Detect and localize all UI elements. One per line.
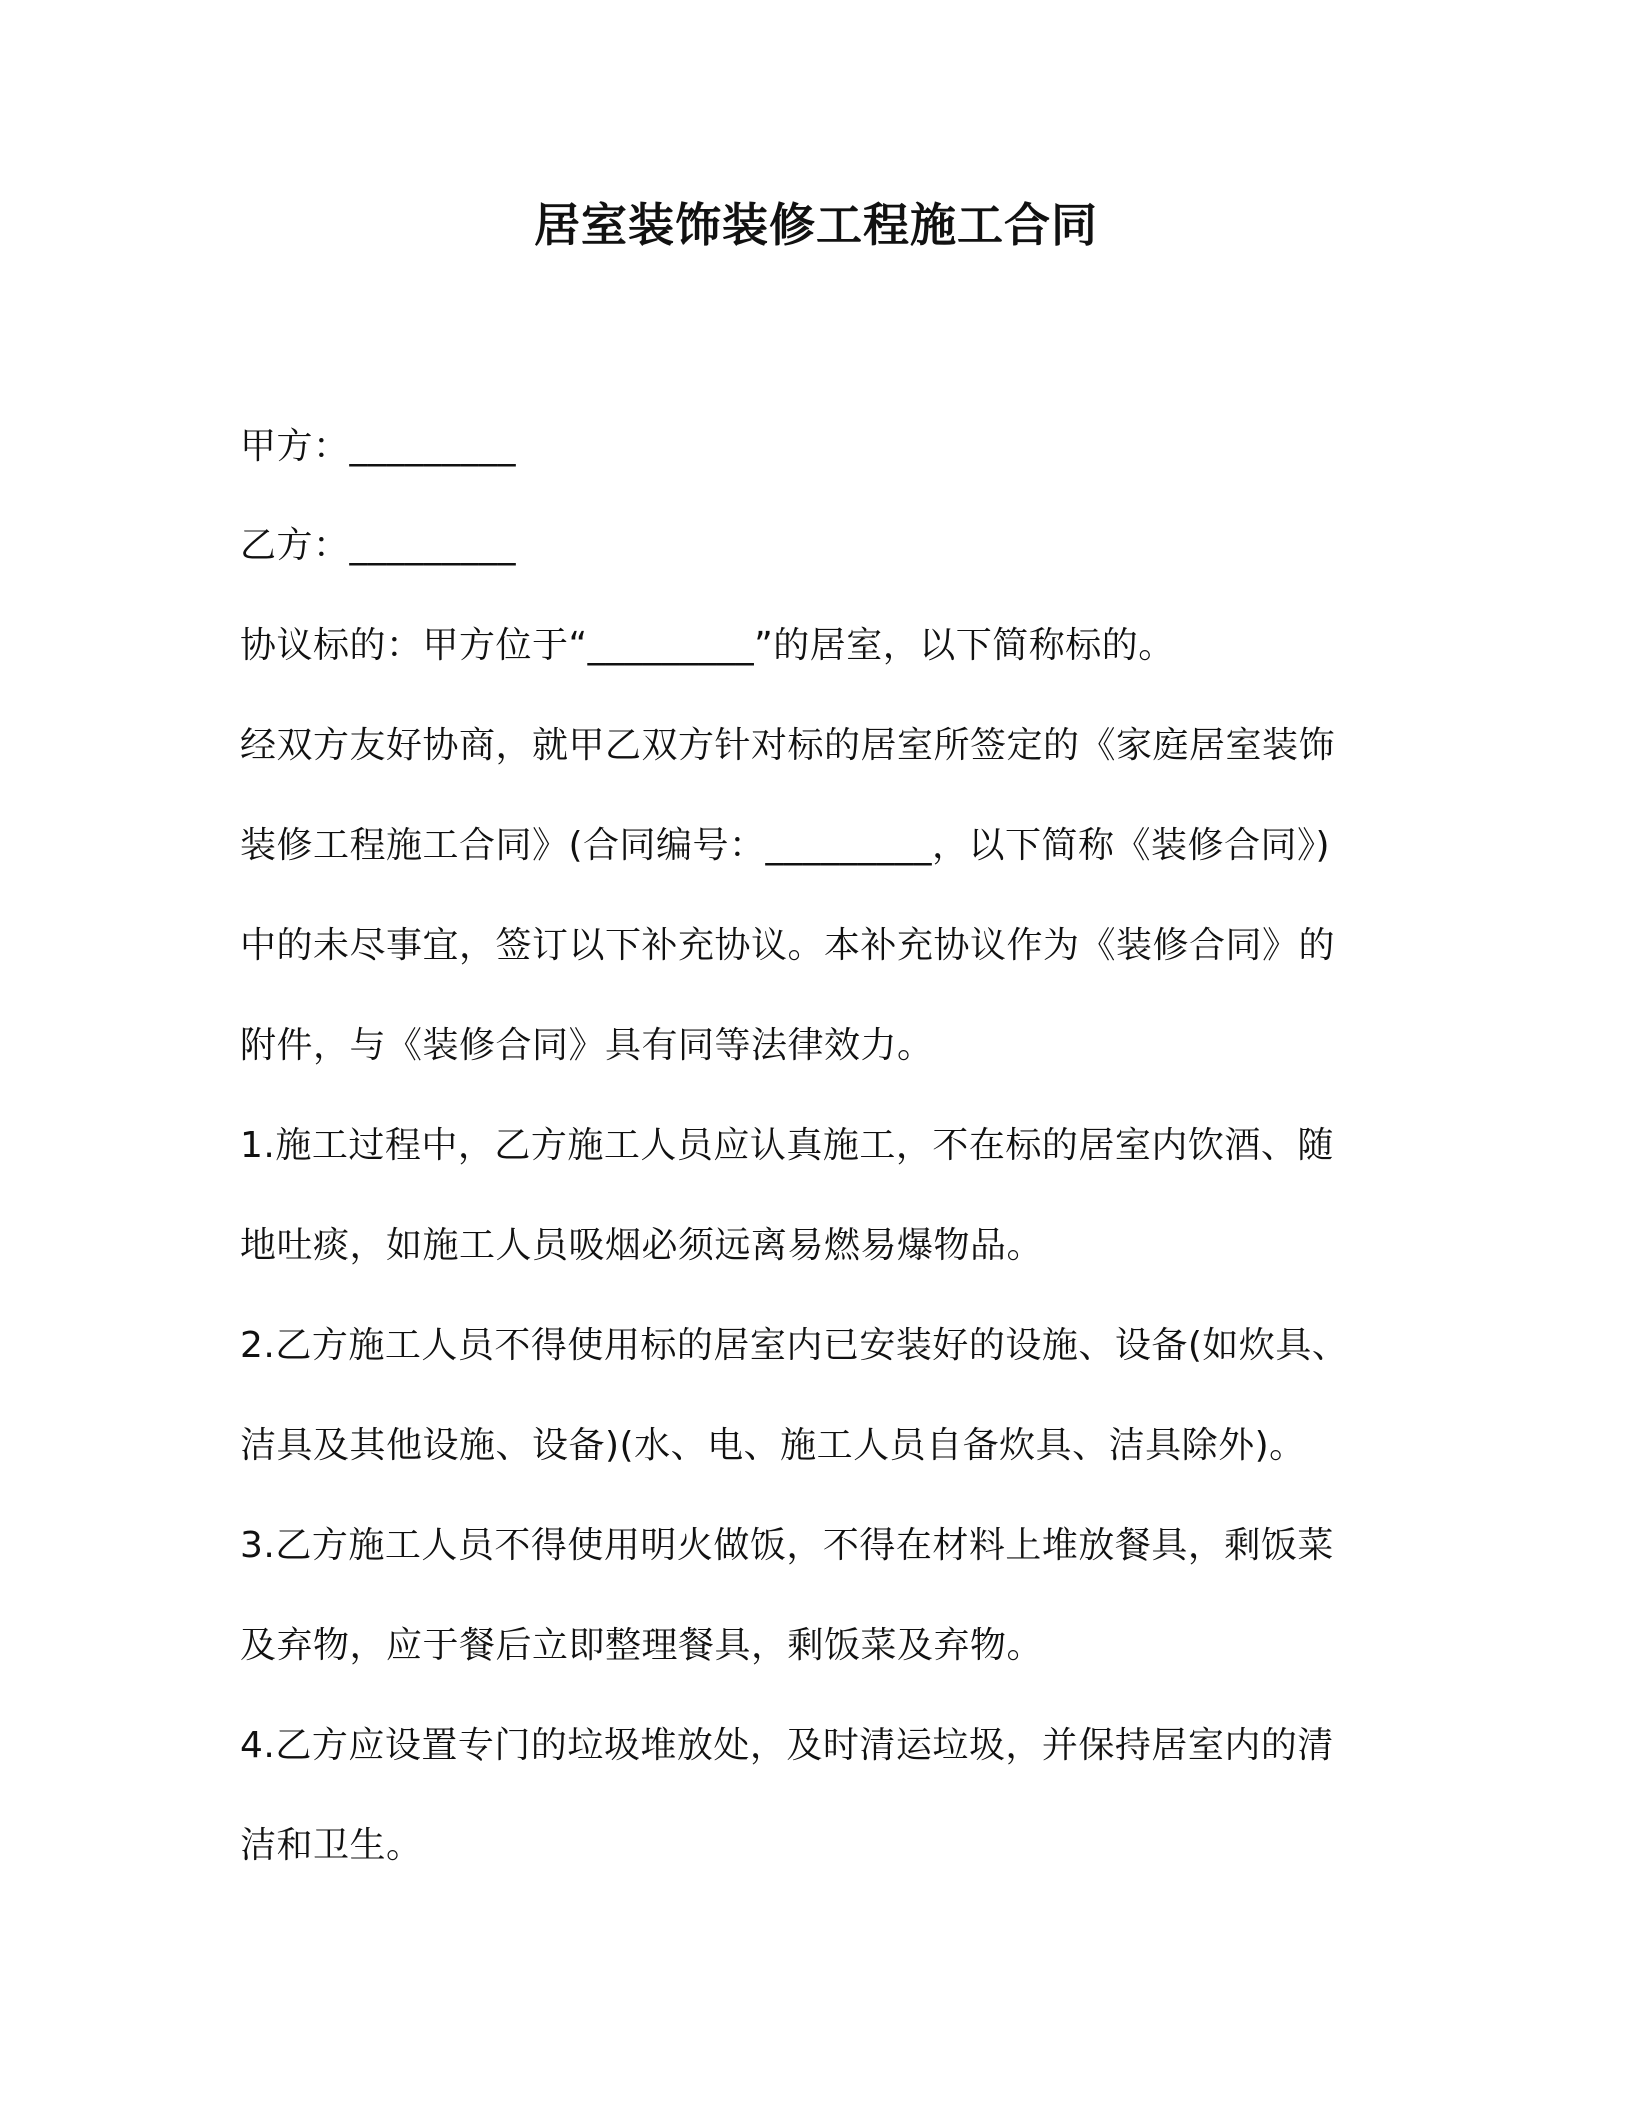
party-a-line: 甲方：_________ (240, 426, 517, 467)
preamble-line-4: 附件，与《装修合同》具有同等法律效力。 (240, 1025, 934, 1066)
clause-1-line-1: 1.施工过程中，乙方施工人员应认真施工，不在标的居室内饮酒、随 (240, 1125, 1334, 1166)
clause-3-line-1: 3.乙方施工人员不得使用明火做饭，不得在材料上堆放餐具，剩饭菜 (240, 1525, 1334, 1566)
preamble-line-2: 装修工程施工合同》(合同编号：_________，以下简称《装修合同》) (240, 825, 1331, 866)
document-title: 居室装饰装修工程施工合同 (534, 198, 1098, 252)
clause-1-line-2: 地吐痰，如施工人员吸烟必须远离易燃易爆物品。 (240, 1225, 1044, 1266)
clause-3-line-2: 及弃物，应于餐后立即整理餐具，剩饭菜及弃物。 (240, 1625, 1044, 1666)
clause-4-line-1: 4.乙方应设置专门的垃圾堆放处，及时清运垃圾，并保持居室内的清 (240, 1725, 1334, 1766)
agreement-subject-line: 协议标的：甲方位于“_________”的居室，以下简称标的。 (240, 625, 1175, 666)
preamble-line-1: 经双方友好协商，就甲乙双方针对标的居室所签定的《家庭居室装饰 (240, 725, 1336, 766)
preamble-line-3: 中的未尽事宜，签订以下补充协议。本补充协议作为《装修合同》的 (240, 925, 1336, 966)
clause-2-line-2: 洁具及其他设施、设备)(水、电、施工人员自备炊具、洁具除外)。 (240, 1425, 1306, 1466)
clause-4-line-2: 洁和卫生。 (240, 1825, 423, 1866)
party-b-line: 乙方：_________ (240, 525, 517, 566)
clause-2-line-1: 2.乙方施工人员不得使用标的居室内已安装好的设施、设备(如炊具、 (240, 1325, 1349, 1366)
